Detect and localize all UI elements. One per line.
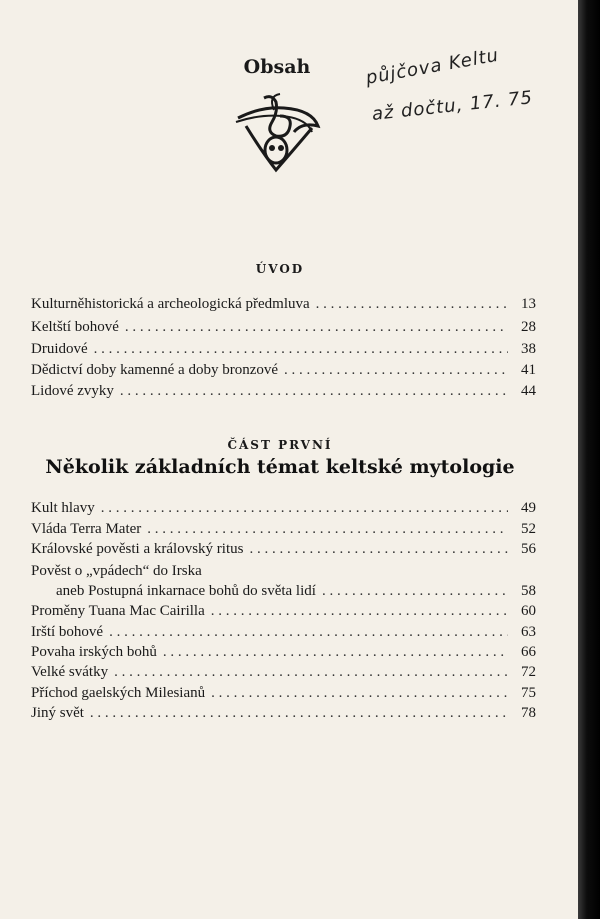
toc-entry[interactable] bbox=[31, 644, 536, 661]
dot-leader bbox=[249, 541, 508, 558]
serpent-emblem-icon bbox=[232, 92, 324, 184]
toc-entry-page: 66 bbox=[521, 644, 536, 660]
toc-entry-title: Kulturněhistorická a archeologická předmluva bbox=[31, 296, 310, 312]
dot-leader bbox=[114, 664, 508, 681]
toc-entry-title: Jiný svět bbox=[31, 705, 84, 721]
toc-entry[interactable] bbox=[31, 624, 536, 641]
toc-entry-page: 52 bbox=[521, 521, 536, 537]
toc-entry-page: 13 bbox=[521, 296, 536, 312]
toc-entry[interactable] bbox=[31, 383, 536, 400]
toc-entry[interactable] bbox=[31, 685, 536, 702]
dot-leader bbox=[316, 296, 508, 313]
toc-entry-title[interactable]: Pověst o „vpádech“ do Irska bbox=[31, 563, 202, 579]
toc-entry-title: Příchod gaelských Milesianů bbox=[31, 685, 206, 701]
toc-entry[interactable] bbox=[31, 319, 536, 336]
toc-entry-title: Velké svátky bbox=[31, 664, 109, 680]
toc-entry-title: Královské pověsti a královský ritus bbox=[31, 541, 244, 557]
dot-leader bbox=[163, 644, 508, 661]
toc-entry-title: Povaha irských bohů bbox=[31, 644, 157, 660]
handwritten-note-line-1: půjčova Keltu bbox=[364, 44, 501, 89]
page-edge-shadow bbox=[578, 0, 600, 919]
toc-entry-page: 38 bbox=[521, 341, 536, 357]
toc-entry-page: 56 bbox=[521, 541, 536, 557]
toc-entry-page: 58 bbox=[521, 583, 536, 599]
section-label-intro: ÚVOD bbox=[255, 262, 305, 276]
toc-entry[interactable] bbox=[31, 341, 536, 358]
toc-entry-title: Kult hlavy bbox=[31, 500, 95, 516]
toc-entry-page: 41 bbox=[521, 362, 536, 378]
dot-leader bbox=[211, 685, 508, 702]
page-title: Obsah bbox=[243, 56, 311, 78]
dot-leader bbox=[101, 500, 508, 517]
toc-entry-page: 78 bbox=[521, 705, 536, 721]
toc-entry-page: 28 bbox=[521, 319, 536, 335]
toc-entry[interactable] bbox=[31, 705, 536, 722]
toc-entry[interactable] bbox=[31, 296, 536, 313]
dot-leader bbox=[120, 383, 508, 400]
toc-entry-page: 44 bbox=[521, 383, 536, 399]
toc-entry[interactable] bbox=[31, 664, 536, 681]
toc-entry-page: 63 bbox=[521, 624, 536, 640]
toc-entry-page: 60 bbox=[521, 603, 536, 619]
toc-entry-page: 75 bbox=[521, 685, 536, 701]
toc-entry-title: Vláda Terra Mater bbox=[31, 521, 142, 537]
dot-leader bbox=[90, 705, 508, 722]
toc-entry[interactable] bbox=[31, 362, 536, 379]
toc-entry-title: Lidové zvyky bbox=[31, 383, 114, 399]
toc-entry-page: 49 bbox=[521, 500, 536, 516]
dot-leader bbox=[125, 319, 508, 336]
toc-entry[interactable] bbox=[31, 500, 536, 517]
toc-entry[interactable] bbox=[31, 521, 536, 538]
toc-entry[interactable] bbox=[31, 541, 536, 558]
toc-entry-title: Dědictví doby kamenné a doby bronzové bbox=[31, 362, 279, 378]
section-label-part1: ČÁST PRVNÍ bbox=[227, 438, 333, 452]
toc-entry[interactable] bbox=[31, 603, 536, 620]
dot-leader bbox=[94, 341, 508, 358]
toc-entry-title: Druidové bbox=[31, 341, 88, 357]
dot-leader bbox=[211, 603, 508, 620]
toc-entry[interactable] bbox=[56, 583, 536, 600]
dot-leader bbox=[284, 362, 508, 379]
toc-entry-title: Irští bohové bbox=[31, 624, 104, 640]
part-title: Několik základních témat keltské mytologie bbox=[45, 456, 515, 478]
dot-leader bbox=[109, 624, 508, 641]
toc-entry-page: 72 bbox=[521, 664, 536, 680]
toc-entry-title: Proměny Tuana Mac Cairilla bbox=[31, 603, 205, 619]
dot-leader bbox=[322, 583, 508, 600]
toc-entry-title: Keltští bohové bbox=[31, 319, 119, 335]
dot-leader bbox=[147, 521, 508, 538]
toc-entry-title: aneb Postupná inkarnace bohů do světa lidí bbox=[56, 583, 316, 599]
handwritten-note-line-2: až dočtu, 17. 75 bbox=[370, 87, 534, 125]
